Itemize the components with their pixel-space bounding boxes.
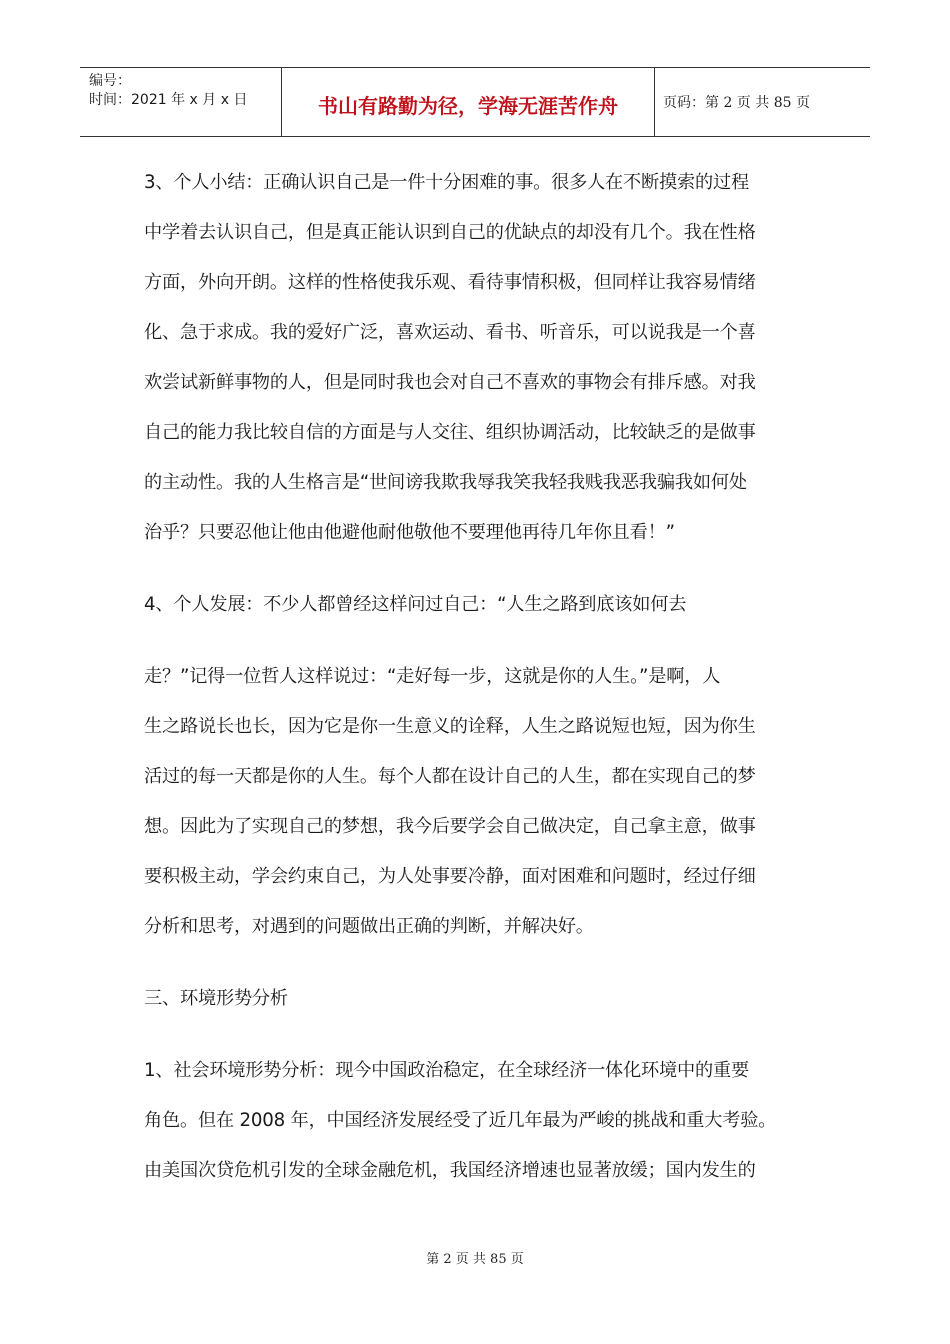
body-line: 分析和思考，对遇到的问题做出正确的判断，并解决好。 <box>144 916 594 937</box>
body-line: 3、个人小结：正确认识自己是一件十分困难的事。很多人在不断摸索的过程 <box>144 172 749 193</box>
body-line: 中学着去认识自己，但是真正能认识到自己的优缺点的却没有几个。我在性格 <box>144 222 756 243</box>
body-line: 化、急于求成。我的爱好广泛，喜欢运动、看书、听音乐，可以说我是一个喜 <box>144 322 756 343</box>
body-line: 角色。但在 2008 年，中国经济发展经受了近几年最为严峻的挑战和重大考验。 <box>144 1110 777 1131</box>
time-label: 时间：2021 年 x 月 x 日 <box>89 92 248 108</box>
body-line: 要积极主动，学会约束自己，为人处事要冷静，面对困难和问题时，经过仔细 <box>144 866 756 887</box>
page-footer: 第 2 页 共 85 页 <box>426 1252 524 1267</box>
header-meta <box>89 72 247 110</box>
body-line: 想。因此为了实现自己的梦想，我今后要学会自己做决定，自己拿主意，做事 <box>144 816 756 837</box>
body-line: 由美国次贷危机引发的全球金融危机，我国经济增速也显著放缓；国内发生的 <box>144 1160 756 1181</box>
body-line: 4、个人发展：不少人都曾经这样问过自己：“人生之路到底该如何去 <box>144 594 687 615</box>
page-header <box>80 67 870 137</box>
section-heading: 三、环境形势分析 <box>144 988 288 1009</box>
body-line: 1、社会环境形势分析：现今中国政治稳定，在全球经济一体化环境中的重要 <box>144 1060 749 1081</box>
header-page-info: 页码：第 2 页 共 85 页 <box>663 95 810 111</box>
body-line: 自己的能力我比较自信的方面是与人交往、组织协调活动，比较缺乏的是做事 <box>144 422 756 443</box>
body-line: 欢尝试新鲜事物的人，但是同时我也会对自己不喜欢的事物会有排斥感。对我 <box>144 372 756 393</box>
body-line: 治乎？只要忍他让他由他避他耐他敬他不要理他再待几年你且看！” <box>144 522 675 543</box>
body-line: 方面，外向开朗。这样的性格使我乐观、看待事情积极，但同样让我容易情绪 <box>144 272 756 293</box>
body-line: 生之路说长也长，因为它是你一生意义的诠释，人生之路说短也短，因为你生 <box>144 716 756 737</box>
body-line: 走？”记得一位哲人这样说过：“走好每一步，这就是你的人生。”是啊，人 <box>144 666 721 687</box>
body-line: 的主动性。我的人生格言是“世间谤我欺我辱我笑我轻我贱我恶我骗我如何处 <box>144 472 747 493</box>
header-divider <box>654 68 655 136</box>
header-motto: 书山有路勤为径，学海无涯苦作舟 <box>318 94 618 118</box>
number-label: 编号： <box>89 73 131 89</box>
body-line: 活过的每一天都是你的人生。每个人都在设计自己的人生，都在实现自己的梦 <box>144 766 756 787</box>
